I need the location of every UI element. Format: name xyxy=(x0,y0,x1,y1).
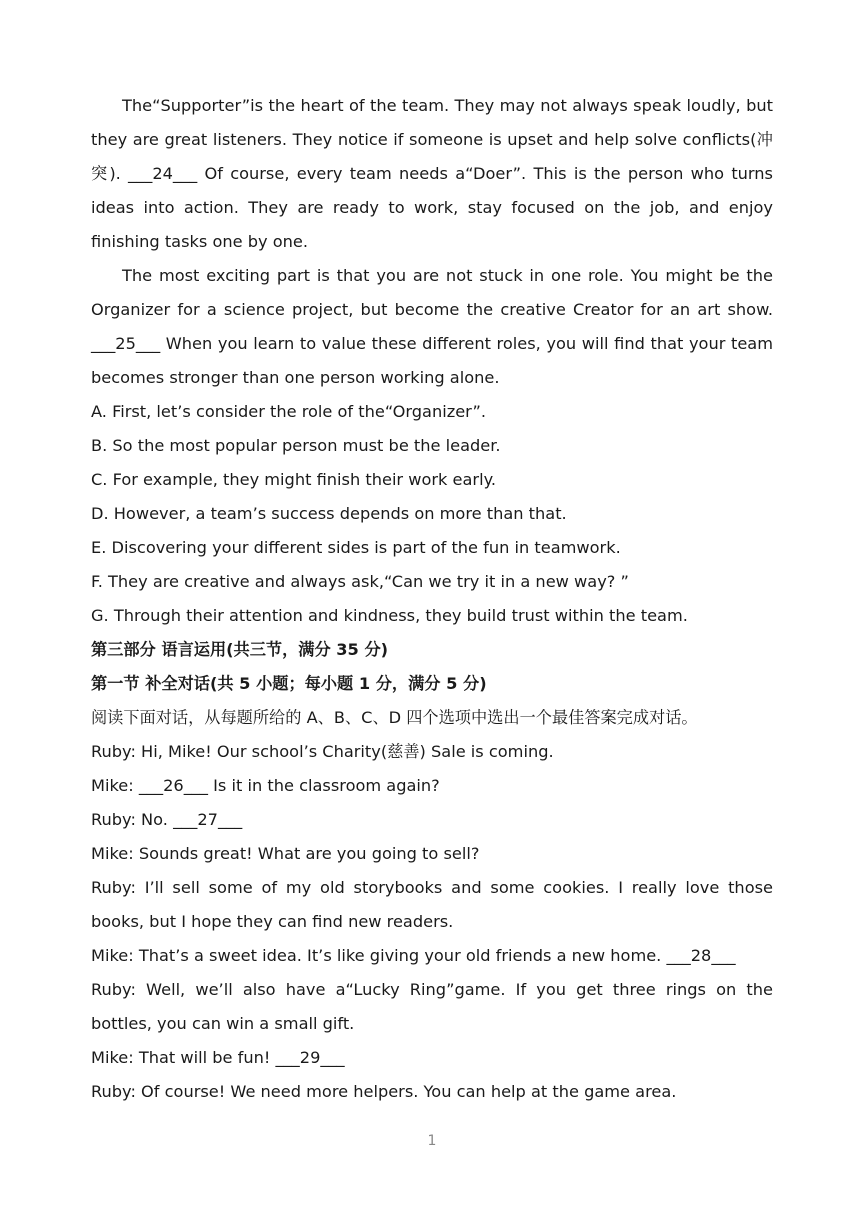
option-c: C. For example, they might finish their work early. xyxy=(91,470,497,489)
section1-heading: 第一节 补全对话(共 5 小题；每小题 1 分，满分 5 分) xyxy=(91,674,487,693)
option-d: D. However, a team’s success depends on more than that. xyxy=(91,504,567,523)
option-e: E. Discovering your different sides is part of the fun in teamwork. xyxy=(91,538,621,557)
option-f: F. They are creative and always ask,“Can we try it in a new way? ” xyxy=(91,572,629,591)
part3-heading: 第三部分 语言运用(共三节，满分 35 分) xyxy=(91,640,389,659)
dialogue-line: Mike: That will be fun! ___29___ xyxy=(91,1048,345,1067)
dialogue-line: Mike: That’s a sweet idea. It’s like giving your old friends a new home. ___28___ xyxy=(91,946,736,965)
option-g: G. Through their attention and kindness, they build trust within the team. xyxy=(91,606,688,625)
passage-paragraph-roles: The most exciting part is that you are not stuck in one role. You might be the Organizer for a science project, but become the creative Creator for an art show. ___25___ When you learn to value these different roles, you will find that your team becomes stronger than one person working alone. xyxy=(91,266,773,387)
dialogue-line: Ruby: Well, we’ll also have a“Lucky Ring”game. If you get three rings on the bottles, you can win a small gift. xyxy=(91,980,773,1033)
dialogue-line: Ruby: Of course! We need more helpers. You can help at the game area. xyxy=(91,1082,677,1101)
section1-instruction: 阅读下面对话，从每题所给的 A、B、C、D 四个选项中选出一个最佳答案完成对话。 xyxy=(91,708,698,727)
passage-paragraph-supporter: The“Supporter”is the heart of the team. They may not always speak loudly, but they are great listeners. They notice if someone is upset and help solve conflicts(冲突). ___24___ Of course, every team needs a“Doer”. This is the person who turns ideas into action. They are ready to work, stay focused on the job, and enjoy finishing tasks one by one. xyxy=(91,96,773,251)
option-b: B. So the most popular person must be the leader. xyxy=(91,436,501,455)
dialogue-line: Ruby: No. ___27___ xyxy=(91,810,243,829)
dialogue-line: Mike: ___26___ Is it in the classroom again? xyxy=(91,776,440,795)
dialogue-line: Ruby: I’ll sell some of my old storybooks and some cookies. I really love those books, but I hope they can find new readers. xyxy=(91,878,773,931)
page-content xyxy=(91,89,773,1109)
option-a: A. First, let’s consider the role of the“Organizer”. xyxy=(91,402,487,421)
page-number: 1 xyxy=(427,1133,437,1149)
dialogue-line: Mike: Sounds great! What are you going to sell? xyxy=(91,844,480,863)
dialogue-line: Ruby: Hi, Mike! Our school’s Charity(慈善) Sale is coming. xyxy=(91,742,554,761)
